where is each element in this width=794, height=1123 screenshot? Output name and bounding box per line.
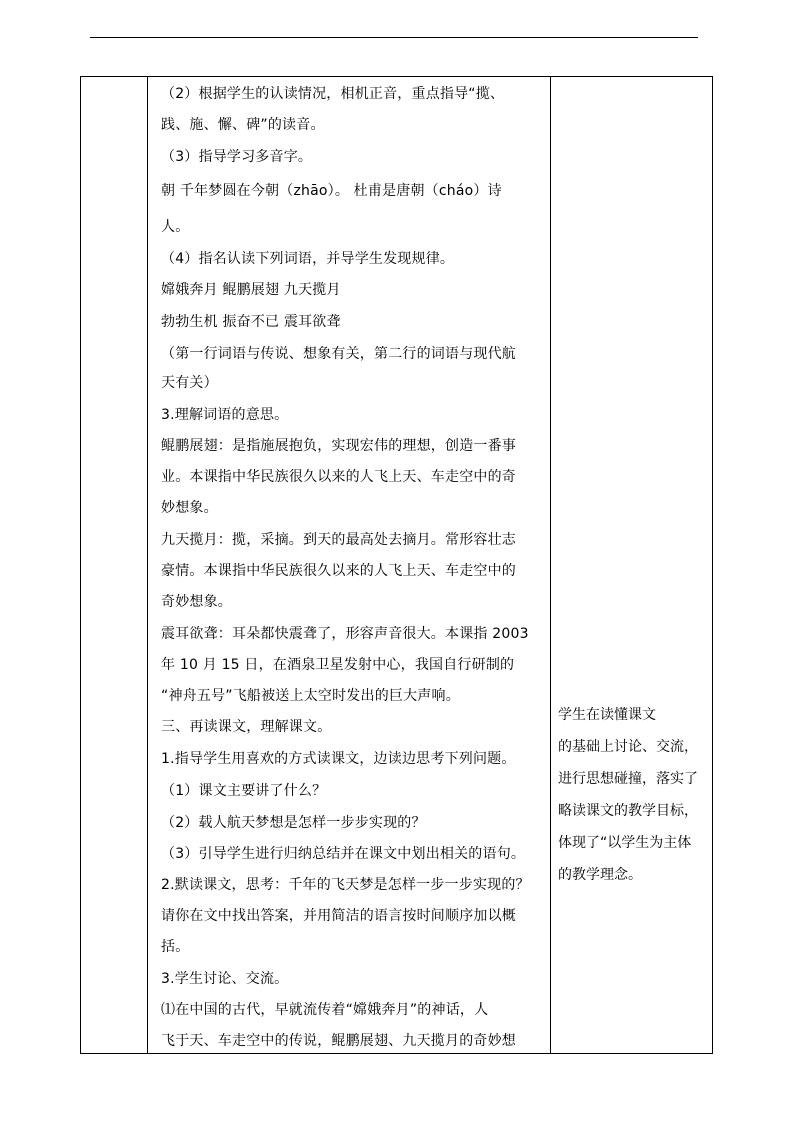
note-line: 体现了“以学生为主体 [558, 835, 692, 851]
content-line: 人。 [161, 219, 190, 235]
content-line: 括。 [161, 939, 190, 955]
content-line: （第一行词语与传说、想象有关，第二行的词语与现代航 [161, 346, 516, 362]
content-line: （3）引导学生进行归纳总结并在课文中划出相关的语句。 [161, 846, 526, 862]
note-line: 的教学理念。 [558, 867, 642, 883]
content-line: 业。本课指中华民族很久以来的人飞上天、车走空中的奇 [161, 469, 516, 485]
note-line: 的基础上讨论、交流， [558, 739, 698, 755]
content-line: 3.理解词语的意思。 [161, 407, 289, 423]
content-line: 妙想象。 [161, 500, 218, 516]
content-line: “神舟五号”飞船被送上太空时发出的巨大声响。 [161, 688, 460, 704]
content-line: 三、再读课文，理解课文。 [161, 719, 332, 735]
content-line: （3）指导学习多音字。 [161, 149, 313, 165]
content-line: 践、施、懈、碑”的读音。 [161, 117, 325, 133]
content-line: 豪情。本课指中华民族很久以来的人飞上天、车走空中的 [161, 563, 516, 579]
left-column-divider [147, 77, 148, 1053]
content-line: 九天揽月：揽，采摘。到天的最高处去摘月。常形容壮志 [161, 532, 516, 548]
note-line: 略读课文的教学目标， [558, 803, 698, 819]
content-line: ⑴在中国的古代，早就流传着“嫦娥奔月”的神话，人 [161, 1002, 489, 1018]
content-line: （4）指名认读下列词语，并导学生发现规律。 [161, 251, 455, 267]
content-line: 3.学生讨论、交流。 [161, 971, 289, 987]
content-line: 1.指导学生用喜欢的方式读课文，边读边思考下列问题。 [161, 751, 516, 767]
content-line: 请你在文中找出答案，并用简洁的语言按时间顺序加以概 [161, 908, 516, 924]
content-line: （2）根据学生的认读情况，相机正音，重点指导“揽、 [161, 86, 505, 102]
content-line: 鲲鹏展翅：是指施展抱负，实现宏伟的理想，创造一番事 [161, 438, 516, 454]
content-line: 朝 千年梦圆在今朝（zhāo）。 杜甫是唐朝（cháo）诗 [161, 183, 502, 199]
note-line: 进行思想碰撞，落实了 [558, 771, 698, 787]
content-line: 天有关） [161, 375, 218, 391]
note-line: 学生在读懂课文 [558, 707, 656, 723]
page-header-rule [90, 37, 698, 38]
content-line: 奇妙想象。 [161, 594, 232, 610]
teaching-process-cell [161, 77, 563, 1053]
content-line: （2）载人航天梦想是怎样一步步实现的？ [161, 815, 426, 831]
content-line: 震耳欲聋：耳朵都快震聋了，形容声音很大。本课指 2003 [161, 626, 529, 642]
content-line: 飞于天、车走空中的传说，鲲鹏展翅、九天揽月的奇妙想 [161, 1033, 516, 1049]
content-line: 勃勃生机 振奋不已 震耳欲聋 [161, 314, 341, 330]
lesson-plan-table [80, 76, 713, 1054]
content-line: （1）课文主要讲了什么？ [161, 783, 327, 799]
content-line: 嫦娥奔月 鲲鹏展翅 九天揽月 [161, 282, 341, 298]
content-line: 年 10 月 15 日，在酒泉卫星发射中心，我国自行研制的 [161, 657, 515, 673]
content-line: 2.默读课文，思考：千年的飞天梦是怎样一步一步实现的？ [161, 877, 530, 893]
